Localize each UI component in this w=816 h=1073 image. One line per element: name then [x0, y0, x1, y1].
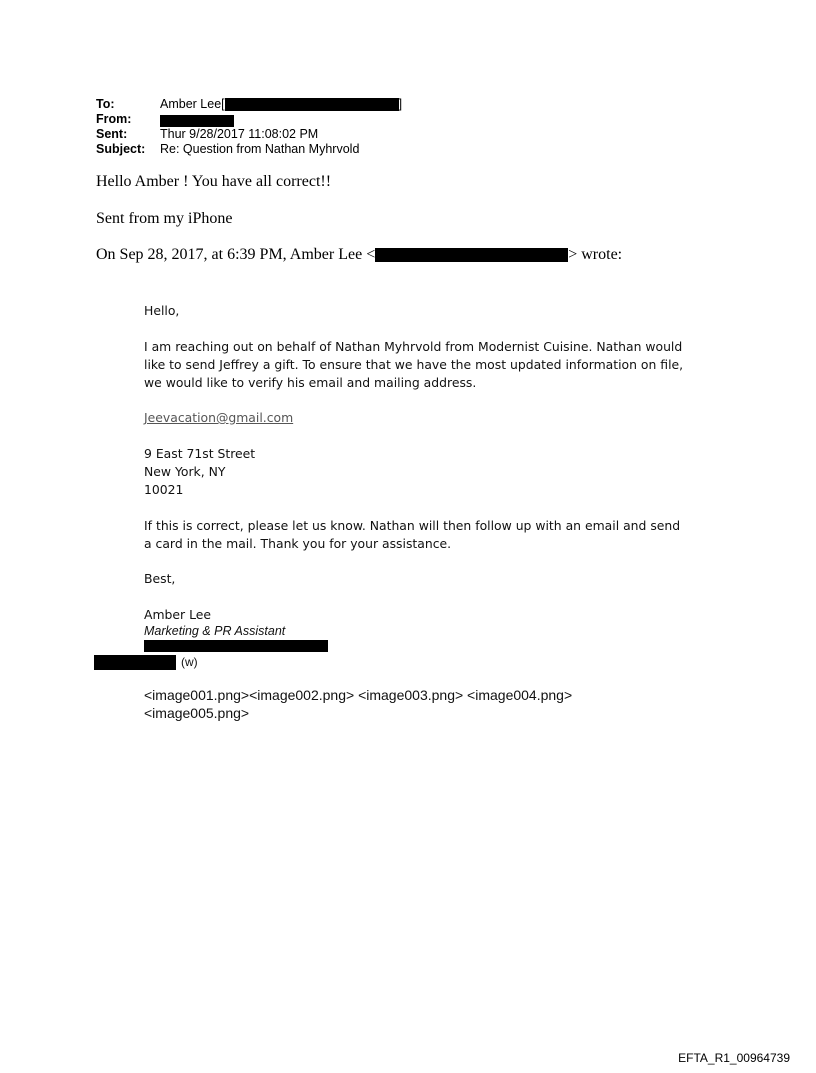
phone-suffix: (w) [181, 655, 198, 669]
sender-title: Marketing & PR Assistant [144, 624, 286, 638]
address-line: 10021 [144, 482, 184, 497]
reply-greeting: Hello Amber ! You have all correct!! [96, 173, 332, 190]
paragraph-1: I am reaching out on behalf of Nathan Myhrvold from Modernist Cuisine. Nathan would like to send Jeffrey a gift. To ensure that we have the most updated information on file, we would like to verify his email and mailing address. [144, 339, 684, 390]
email-header [96, 97, 496, 159]
quote-intro [96, 246, 622, 264]
email-link-row [144, 409, 684, 427]
sent-value: Thur 9/28/2017 11:08:02 PM [160, 127, 319, 141]
image-list-line: <image001.png><image002.png> <image003.png> <image004.png> [144, 687, 573, 703]
redaction-bar [144, 640, 328, 652]
mailing-address [144, 445, 684, 499]
closing: Best, [144, 571, 176, 586]
to-bracket: ] [398, 97, 403, 111]
from-value [160, 113, 234, 128]
quoted-message [144, 302, 684, 320]
sender-name: Amber Lee [144, 607, 211, 622]
redaction-bar [375, 248, 568, 262]
email-link[interactable]: Jeevacation@gmail.com [144, 410, 294, 425]
to-name: Amber Lee[ [160, 97, 225, 111]
image-attachments [144, 686, 684, 722]
subject-value: Re: Question from Nathan Myhrvold [160, 142, 360, 156]
to-label: To: [96, 97, 115, 111]
address-line: New York, NY [144, 464, 226, 479]
redaction-bar [160, 115, 234, 127]
image-list-line: <image005.png> [144, 705, 250, 721]
quote-intro-prefix: On Sep 28, 2017, at 6:39 PM, Amber Lee < [96, 246, 376, 263]
document-id: EFTA_R1_00964739 [678, 1051, 790, 1065]
paragraph-2: If this is correct, please let us know. Nathan will then follow up with an email and send a card in the mail. Thank you for your assistance. [144, 518, 681, 551]
sent-label: Sent: [96, 127, 128, 141]
address-line: 9 East 71st Street [144, 446, 256, 461]
redaction-bar [225, 98, 399, 111]
to-value [160, 97, 402, 112]
redaction-bar [94, 655, 176, 670]
subject-label: Subject: [96, 142, 146, 156]
salutation: Hello, [144, 303, 180, 318]
from-label: From: [96, 112, 132, 126]
quote-intro-suffix: > wrote: [568, 246, 623, 263]
reply-signature: Sent from my iPhone [96, 210, 233, 227]
